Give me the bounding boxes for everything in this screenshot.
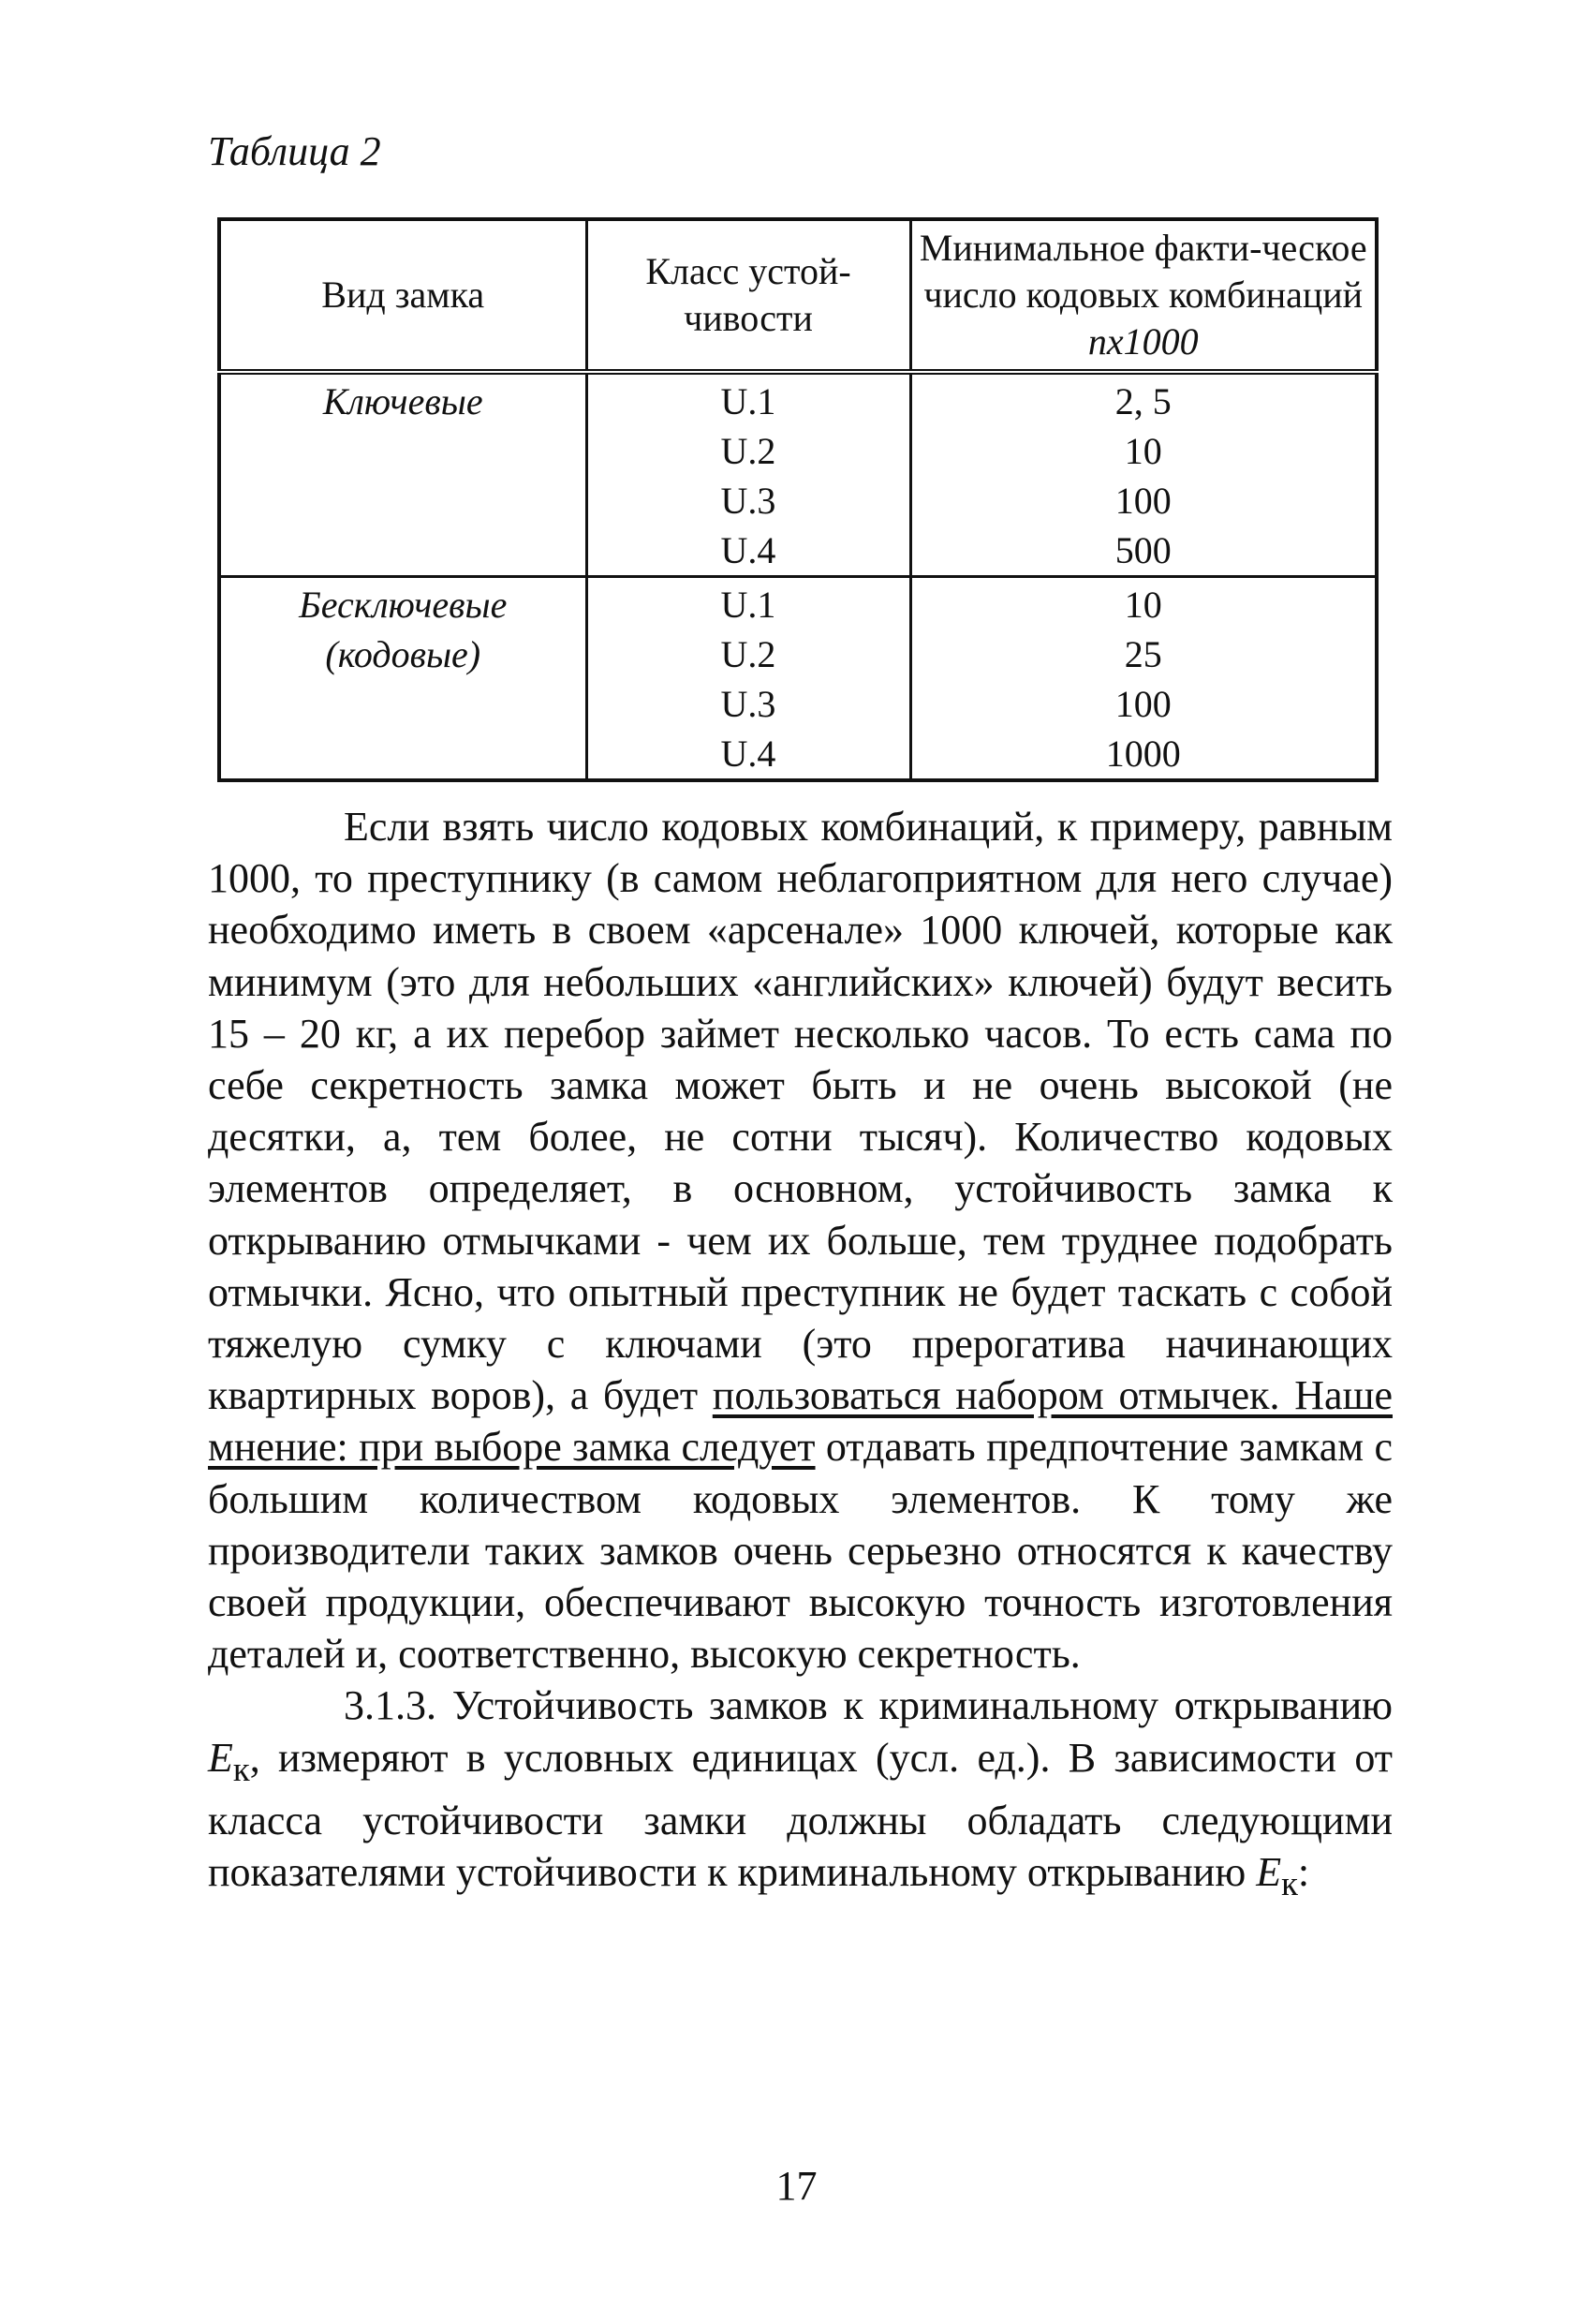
combinations-cell bbox=[910, 372, 1377, 577]
combinations-value: 500 bbox=[1114, 529, 1172, 571]
table-caption: Таблица 2 bbox=[208, 128, 381, 174]
paragraph-text: Если взять число кодовых комбинаций, к примеру, равным 1000, то преступнику (в самом неблагоприятном для него случае) необходимо иметь в своем «арсенале» 1000 ключей, которые как минимум (это для небольших «английских» ключей) будут весить 15 – 20 кг, а их перебор займет несколько часов. То есть сама по себе секретность замка может быть и не очень высокой (не десятки, а, тем более, не сотни тысяч). Количество кодовых элементов определяет, в основном, устойчивость замка к открыванию отмычками - чем их больше, тем труднее подобрать отмычки. Ясно, что опытный преступник не будет таскать с собой тяжелую сумку с ключами (это прерогатива начинающих квартирных воров), а будет bbox=[208, 804, 1393, 1419]
paragraph-combinations bbox=[208, 801, 1393, 1680]
underlined-text: пользоваться набором отмычек. Наше мнение: при выборе замка следует bbox=[208, 1372, 1393, 1471]
class-value: U.2 bbox=[720, 633, 776, 675]
lock-type-label: Ключевые bbox=[322, 380, 483, 422]
paragraph-text: 3.1.3. Устойчивость замков к криминальному открыванию bbox=[344, 1682, 1393, 1729]
page-number: 17 bbox=[775, 2163, 818, 2209]
lock-resistance-table bbox=[217, 217, 1379, 782]
paragraph-text: отдавать предпочтение замкам с большим количеством кодовых элементов. К тому же производители таких замков очень серьезно относятся к качеству своей продукции, обеспечивают высокую точность изготовления деталей и, соответственно, высокую секретность. bbox=[208, 1424, 1393, 1678]
subscript-k: к bbox=[1281, 1863, 1298, 1902]
header-min-combinations bbox=[910, 219, 1377, 372]
class-value: U.1 bbox=[720, 584, 776, 626]
header-resistance-class: Класс устой-чивости bbox=[586, 219, 910, 372]
combinations-value: 100 bbox=[1114, 683, 1172, 725]
symbol-e: Е bbox=[208, 1734, 233, 1781]
class-value: U.3 bbox=[720, 683, 776, 725]
class-value: U.3 bbox=[720, 480, 776, 522]
class-value: U.4 bbox=[720, 733, 776, 775]
combinations-value: 10 bbox=[1124, 430, 1162, 472]
class-value: U.4 bbox=[720, 529, 776, 571]
body-text bbox=[208, 801, 1393, 1909]
class-value: U.2 bbox=[720, 430, 776, 472]
lock-type-label: Бесключевые bbox=[299, 584, 508, 626]
lock-type-cell bbox=[219, 577, 586, 781]
class-cell bbox=[586, 372, 910, 577]
paragraph-text: , измеряют в условных единицах (усл. ед.). В зависимости от класса устойчивости замки должны обладать следующими показателями устойчивости к криминальному открыванию bbox=[208, 1734, 1393, 1895]
subscript-k: к bbox=[232, 1749, 250, 1788]
table-row-group-keyed bbox=[219, 372, 1377, 577]
table-header-row bbox=[219, 219, 1377, 372]
class-value: U.1 bbox=[720, 380, 776, 422]
paragraph-section-3-1-3 bbox=[208, 1680, 1393, 1908]
combinations-value: 100 bbox=[1114, 480, 1172, 522]
combinations-value: 25 bbox=[1124, 633, 1162, 675]
header-lock-type: Вид замка bbox=[219, 219, 586, 372]
class-cell bbox=[586, 577, 910, 781]
paragraph-text: : bbox=[1297, 1848, 1310, 1895]
combinations-cell bbox=[910, 577, 1377, 781]
header-min-combinations-text: Минимальное факти-ческое число кодовых комбинаций bbox=[919, 227, 1367, 316]
combinations-value: 10 bbox=[1124, 584, 1162, 626]
combinations-value: 1000 bbox=[1105, 733, 1181, 775]
lock-type-sublabel: (кодовые) bbox=[325, 633, 481, 675]
combinations-value: 2, 5 bbox=[1114, 380, 1172, 422]
symbol-e: Е bbox=[1256, 1848, 1282, 1895]
table-row-group-keyless bbox=[219, 577, 1377, 781]
header-min-combinations-unit: пх1000 bbox=[1087, 320, 1199, 363]
lock-type-cell bbox=[219, 372, 586, 577]
